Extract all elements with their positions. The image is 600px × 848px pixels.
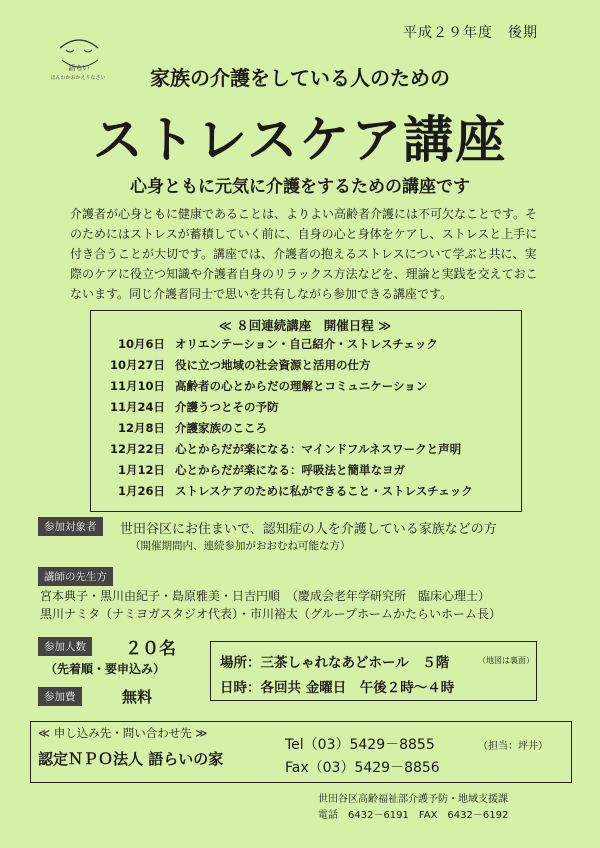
- contact-heading: ≪ 申し込み先・問い合わせ先 ≫: [38, 726, 208, 740]
- schedule-topic: オリエンテーション・自己紹介・ストレスチェック: [175, 337, 438, 351]
- capacity-note: （先着順・要申込み）: [45, 662, 166, 676]
- fiscal-year: 平成２９年度 後期: [403, 25, 538, 41]
- svg-text:語らい: 語らい: [68, 64, 90, 72]
- schedule-row: [95, 420, 515, 440]
- schedule-row: [95, 399, 515, 419]
- schedule-topic: ストレスケアのために私ができること・ストレスチェック: [175, 484, 473, 498]
- venue-time: 日時：各回共 金曜日 午後２時～４時: [220, 680, 455, 696]
- main-title: ストレスケア講座: [92, 111, 508, 169]
- schedule-row: [95, 378, 515, 398]
- footer-dept: 世田谷区高齢福祉部介護予防・地域支援課: [318, 794, 508, 805]
- fee-value: 無料: [122, 688, 153, 706]
- contact-org: 認定ＮＰＯ法人 語らいの家: [38, 750, 224, 768]
- schedule-date: 1月26日: [117, 484, 165, 498]
- schedule-topic: 心とからだが楽になる：マインドフルネスワークと声明: [175, 442, 462, 456]
- schedule-row: [95, 336, 515, 356]
- schedule-date: 10月27日: [109, 358, 165, 372]
- contact-fax: Fax（03）5429－8856: [285, 760, 440, 776]
- schedule-row: [95, 483, 515, 503]
- target-label: 参加対象者: [38, 517, 103, 536]
- schedule-row: [95, 357, 515, 377]
- venue-map-note: （地図は裏面）: [478, 656, 534, 665]
- target-text: 世田谷区にお住まいで、認知症の人を介護している家族などの方: [120, 522, 497, 537]
- schedule-date: 11月24日: [109, 400, 165, 414]
- schedule-topic: 役に立つ地域の社会資源と活用の仕方: [175, 358, 371, 372]
- intro-paragraph: 介護者が心身ともに健康であることは、よりよい高齢者介護には不可欠なことです。そのためにはストレスが蓄積していく前に、自身の心と身体をケアし、ストレスと上手に付き合うことが大切です。講座では、介護者の抱えるストレスについて学ぶと共に、実際のケアに役立つ知識や介護者自身のリラックス方法などを、理論と実践を交えておこないます。同じ介護者同士で思いを共有しながら参加できる講座です。: [70, 207, 538, 301]
- schedule-topic: 心とからだが楽になる：呼吸法と簡単なヨガ: [175, 463, 405, 477]
- capacity-label: 参加人数: [38, 637, 92, 656]
- contact-tel-note: （担当：坪井）: [478, 741, 548, 752]
- schedule-date: 1月12日: [117, 463, 165, 477]
- schedule-topic: 介護うつとその予防: [175, 400, 279, 414]
- capacity-value: ２０名: [125, 639, 176, 659]
- instructors-line-1: 宮本典子・黒川由紀子・島原雅美・日吉円順 （慶成会老年学研究所 臨床心理士）: [40, 589, 491, 603]
- fee-label: 参加費: [38, 687, 82, 706]
- schedule-row: [95, 462, 515, 482]
- schedule-heading: ≪ ８回連続講座 開催日程 ≫: [218, 318, 392, 333]
- instructors-label: 講師の先生方: [38, 567, 113, 586]
- instructors-line-2: 黒川ナミタ（ナミヨガスタジオ代表）・市川裕太（グループホームかたらいホーム長）: [40, 607, 502, 621]
- schedule-date: 11月10日: [109, 379, 165, 393]
- schedule-topic: 介護家族のこころ: [175, 421, 267, 435]
- schedule-date: 10月6日: [117, 337, 165, 351]
- footer-phone: 電話 6432－6191 FAX 6432－6192: [318, 810, 509, 821]
- tagline: 心身ともに元気に介護をするための講座です: [130, 177, 470, 197]
- schedule-date: 12月22日: [109, 442, 165, 456]
- contact-tel: Tel（03）5429－8855: [285, 737, 435, 753]
- target-note: （開催期間内、連続参加がおおむね可能な方）: [130, 540, 351, 552]
- schedule-date: 12月8日: [117, 421, 165, 435]
- venue-place: 場所：三茶しゃれなあどホール ５階: [220, 655, 450, 671]
- logo-caption: ほんわかおかえりなさい: [50, 75, 106, 81]
- subtitle: 家族の介護をしている人のための: [150, 66, 450, 90]
- schedule-row: [95, 441, 515, 461]
- schedule-topic: 高齢者の心とからだの理解とコミュニケーション: [175, 379, 428, 393]
